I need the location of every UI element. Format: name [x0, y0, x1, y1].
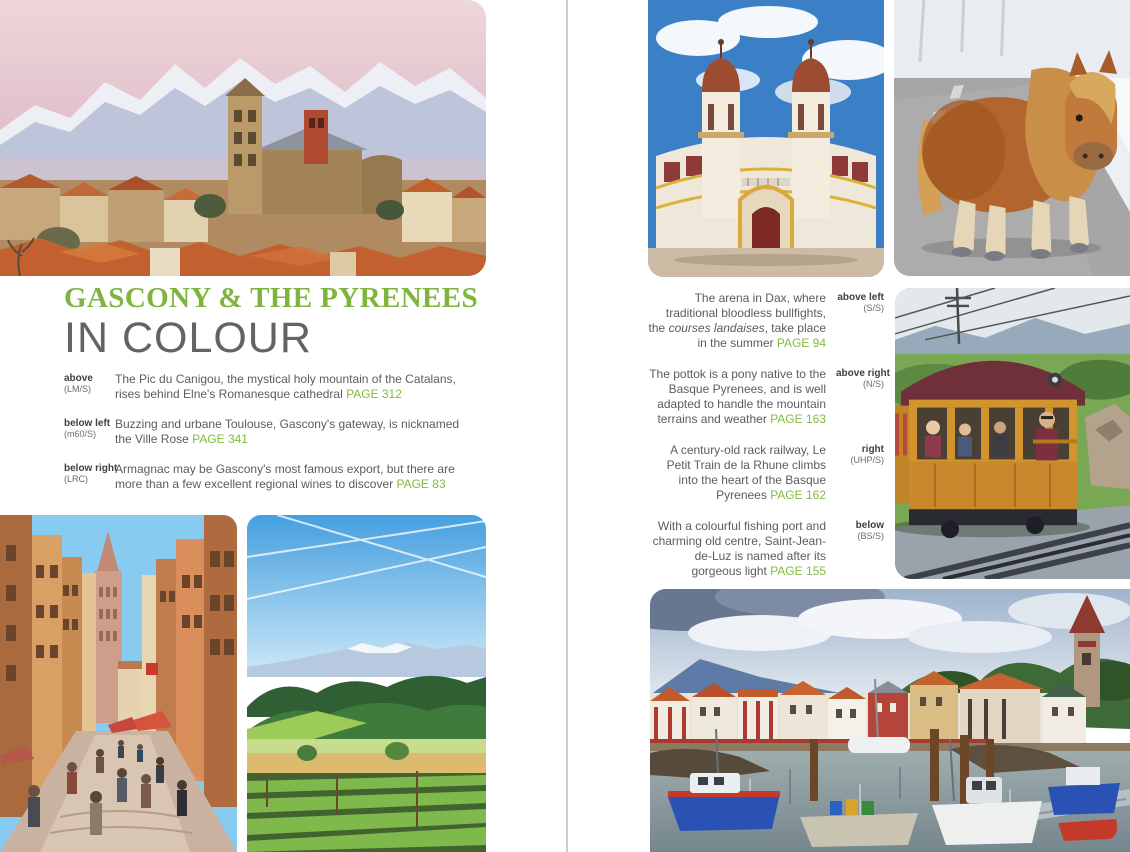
caption-row: [646, 519, 884, 579]
caption-row: [646, 291, 884, 351]
photo-credit: (UHP/S): [850, 455, 884, 465]
left-captions: [64, 372, 476, 507]
caption-label: [64, 462, 118, 492]
caption-text: The pottok is a pony native to the Basque Pyrenees, and is well adapted to handle the mountain terrains and weather PAGE 163: [649, 367, 826, 426]
page-reference: PAGE 94: [776, 336, 826, 350]
page-reference: PAGE 162: [770, 488, 826, 502]
caption-position-label: below right: [64, 463, 118, 474]
page-title: GASCONY & THE PYRENEES: [64, 282, 479, 314]
caption-text: Buzzing and urbane Toulouse, Gascony's gateway, is nicknamed the Ville Rose PAGE 341: [115, 417, 460, 446]
photo-toulouse-street: [0, 515, 237, 852]
caption-row: [64, 462, 476, 492]
dax-arena-illustration: [648, 0, 884, 277]
section-header: [64, 283, 488, 360]
caption-text: The arena in Dax, where traditional bloodless bullfights, the courses landaises, take place in the summer PAGE 94: [648, 291, 826, 350]
caption-position-label: below left: [64, 418, 111, 429]
caption-position-label: above: [64, 373, 93, 384]
photo-vineyard: [247, 515, 486, 852]
page-reference: PAGE 312: [346, 387, 402, 401]
caption-label: [836, 519, 884, 579]
caption-row: [646, 367, 890, 427]
photo-credit: (BS/S): [857, 531, 884, 541]
photo-rhune-train: [895, 288, 1130, 579]
toulouse-street-illustration: [0, 515, 237, 852]
rhune-train-illustration: [895, 288, 1130, 579]
elne-canigou-illustration: [0, 0, 486, 276]
photo-pottok-pony: [894, 0, 1130, 276]
caption-text: A century-old rack railway, Le Petit Train de la Rhune climbs into the heart of the Basque Pyrenees PAGE 162: [666, 443, 826, 502]
caption-row: [646, 443, 884, 503]
photo-credit: (N/S): [863, 379, 884, 389]
photo-credit: (LRC): [64, 474, 88, 484]
caption-label: [64, 417, 115, 447]
caption-position-label: below: [855, 520, 884, 531]
caption-position-label: above right: [836, 368, 890, 379]
page-subtitle: IN COLOUR: [64, 314, 312, 362]
caption-row: [64, 417, 476, 447]
caption-label: [836, 443, 884, 503]
photo-credit: (m60/S): [64, 429, 97, 439]
photo-credit: (LM/S): [64, 384, 91, 394]
pottok-pony-illustration: [894, 0, 1130, 276]
photo-elne-canigou: [0, 0, 486, 276]
caption-position-label: above left: [837, 292, 884, 303]
page-reference: PAGE 155: [770, 564, 826, 578]
saint-jean-de-luz-harbour-illustration: [650, 589, 1130, 852]
caption-text: With a colourful fishing port and charming old centre, Saint-Jean-de-Luz is named after its gorgeous light PAGE 155: [652, 519, 826, 578]
caption-label: [836, 291, 884, 351]
caption-text: Armagnac may be Gascony's most famous export, but there are more than a few excellent regional wines to discover PAGE 83: [115, 462, 455, 491]
photo-saint-jean-de-luz-harbour: [650, 589, 1130, 852]
page-reference: PAGE 83: [396, 477, 446, 491]
right-captions: [646, 291, 890, 595]
photo-dax-arena: [648, 0, 884, 277]
caption-text: The Pic du Canigou, the mystical holy mountain of the Catalans, rises behind Elne's Romanesque cathedral PAGE 312: [115, 372, 456, 401]
caption-row: [64, 372, 476, 402]
page-reference: PAGE 163: [770, 412, 826, 426]
photo-credit: (S/S): [863, 303, 884, 313]
page-reference: PAGE 341: [192, 432, 248, 446]
caption-position-label: right: [861, 444, 884, 455]
caption-label: [64, 372, 115, 402]
vineyard-illustration: [247, 515, 486, 852]
caption-label: [836, 367, 890, 427]
page-gutter-divider: [566, 0, 568, 852]
